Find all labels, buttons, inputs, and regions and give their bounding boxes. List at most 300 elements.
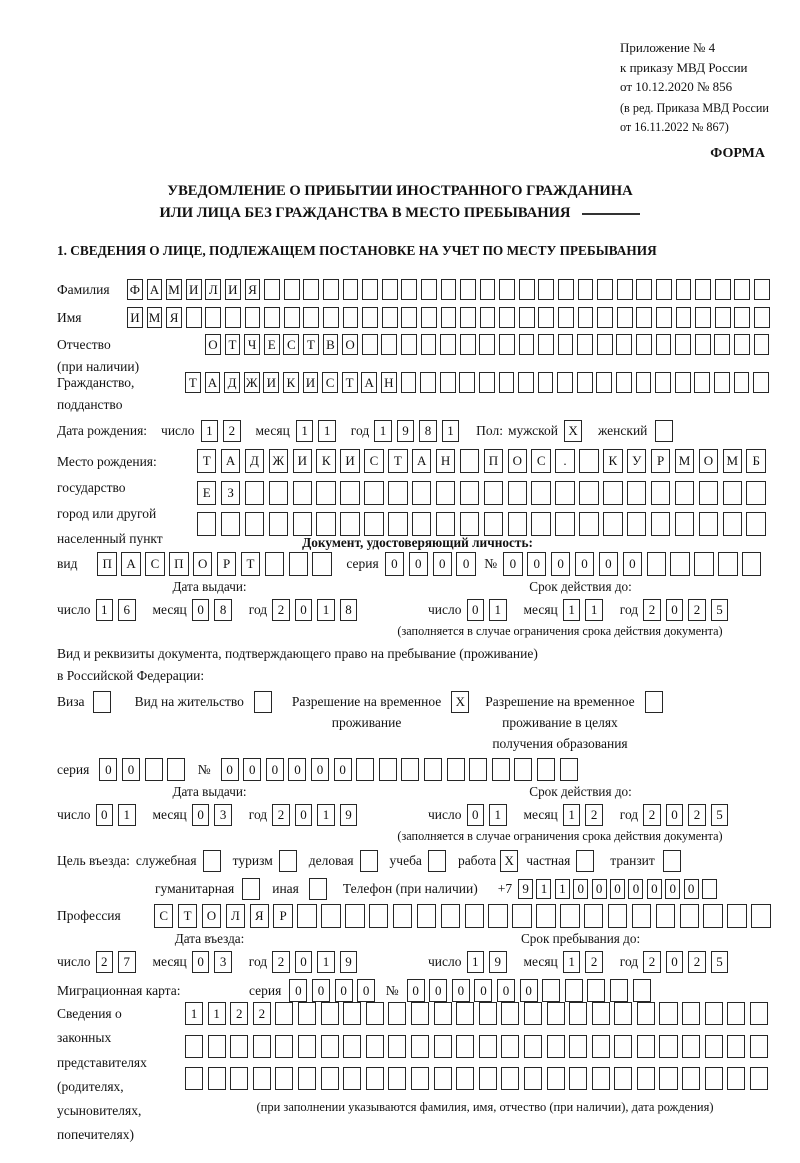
form-cell[interactable]: 0: [666, 804, 684, 826]
form-cell[interactable]: 0: [266, 758, 284, 781]
surname-cells[interactable]: [127, 279, 774, 300]
form-cell[interactable]: О: [193, 552, 212, 576]
purpose-other-checkbox[interactable]: [309, 878, 327, 900]
form-cell[interactable]: [512, 904, 531, 928]
form-cell[interactable]: [253, 1035, 271, 1058]
form-cell[interactable]: [750, 1002, 768, 1025]
form-cell[interactable]: [356, 758, 374, 781]
form-cell[interactable]: [577, 372, 593, 393]
form-cell[interactable]: [547, 1067, 565, 1090]
form-cell[interactable]: [303, 279, 319, 300]
form-cell[interactable]: 0: [334, 758, 352, 781]
form-cell[interactable]: [488, 904, 507, 928]
form-cell[interactable]: А: [147, 279, 163, 300]
form-cell[interactable]: 2: [688, 804, 706, 826]
form-cell[interactable]: М: [147, 307, 163, 328]
form-cell[interactable]: [694, 552, 713, 576]
form-cell[interactable]: [718, 552, 737, 576]
form-cell[interactable]: [597, 279, 613, 300]
form-cell[interactable]: 0: [357, 979, 375, 1002]
form-cell[interactable]: [723, 481, 742, 505]
form-cell[interactable]: 5: [711, 599, 729, 621]
form-cell[interactable]: Р: [273, 904, 292, 928]
form-cell[interactable]: [362, 279, 378, 300]
form-cell[interactable]: [508, 512, 527, 536]
form-cell[interactable]: С: [364, 449, 383, 473]
form-cell[interactable]: [659, 1035, 677, 1058]
form-cell[interactable]: [524, 1002, 542, 1025]
form-cell[interactable]: [456, 1035, 474, 1058]
form-cell[interactable]: [547, 1035, 565, 1058]
form-cell[interactable]: [675, 334, 691, 355]
form-cell[interactable]: [293, 512, 312, 536]
form-cell[interactable]: 0: [335, 979, 353, 1002]
form-cell[interactable]: [519, 307, 535, 328]
form-cell[interactable]: [699, 481, 718, 505]
form-cell[interactable]: [345, 904, 364, 928]
stay-expiry-year-cells[interactable]: [643, 804, 733, 826]
form-cell[interactable]: 0: [192, 951, 210, 973]
form-cell[interactable]: Е: [197, 481, 216, 505]
form-cell[interactable]: [614, 1002, 632, 1025]
form-cell[interactable]: 5: [711, 804, 729, 826]
form-cell[interactable]: 8: [214, 599, 232, 621]
form-cell[interactable]: 0: [289, 979, 307, 1002]
form-cell[interactable]: [663, 850, 681, 872]
form-cell[interactable]: 1: [442, 420, 460, 442]
form-cell[interactable]: [360, 850, 378, 872]
form-cell[interactable]: [714, 334, 730, 355]
form-cell[interactable]: 1: [585, 599, 603, 621]
form-cell[interactable]: [401, 334, 417, 355]
form-cell[interactable]: [558, 307, 574, 328]
form-cell[interactable]: [479, 372, 495, 393]
form-cell[interactable]: Н: [436, 449, 455, 473]
form-cell[interactable]: [592, 1035, 610, 1058]
form-cell[interactable]: [208, 1035, 226, 1058]
representatives-cells-row3[interactable]: [185, 1067, 772, 1090]
form-cell[interactable]: [694, 372, 710, 393]
form-cell[interactable]: 0: [295, 804, 313, 826]
form-cell[interactable]: [245, 481, 264, 505]
form-cell[interactable]: [424, 758, 442, 781]
form-cell[interactable]: К: [283, 372, 299, 393]
form-cell[interactable]: [312, 552, 331, 576]
form-cell[interactable]: [705, 1002, 723, 1025]
form-cell[interactable]: [401, 372, 417, 393]
form-cell[interactable]: [569, 1002, 587, 1025]
form-cell[interactable]: [538, 372, 554, 393]
form-cell[interactable]: [750, 1035, 768, 1058]
form-cell[interactable]: 1: [467, 951, 485, 973]
form-cell[interactable]: Т: [178, 904, 197, 928]
form-cell[interactable]: [253, 1067, 271, 1090]
profession-cells[interactable]: [154, 904, 775, 928]
form-cell[interactable]: [734, 372, 750, 393]
form-cell[interactable]: 0: [456, 552, 475, 576]
form-cell[interactable]: [393, 904, 412, 928]
form-cell[interactable]: [636, 307, 652, 328]
form-cell[interactable]: [603, 481, 622, 505]
form-cell[interactable]: [381, 334, 397, 355]
form-cell[interactable]: [480, 307, 496, 328]
form-cell[interactable]: [434, 1067, 452, 1090]
form-cell[interactable]: [547, 1002, 565, 1025]
form-cell[interactable]: [524, 1067, 542, 1090]
form-cell[interactable]: А: [121, 552, 140, 576]
form-cell[interactable]: 0: [665, 879, 680, 899]
form-cell[interactable]: [316, 512, 335, 536]
form-cell[interactable]: [508, 481, 527, 505]
form-cell[interactable]: [651, 481, 670, 505]
stay-number-cells[interactable]: [221, 758, 583, 781]
form-cell[interactable]: [417, 904, 436, 928]
form-cell[interactable]: [627, 481, 646, 505]
form-cell[interactable]: [321, 904, 340, 928]
form-cell[interactable]: 0: [551, 552, 570, 576]
form-cell[interactable]: [343, 1067, 361, 1090]
form-cell[interactable]: [558, 279, 574, 300]
form-cell[interactable]: 1: [201, 420, 219, 442]
form-cell[interactable]: 0: [599, 552, 618, 576]
form-cell[interactable]: [579, 481, 598, 505]
form-cell[interactable]: 1: [118, 804, 136, 826]
form-cell[interactable]: [616, 372, 632, 393]
form-cell[interactable]: [538, 279, 554, 300]
form-cell[interactable]: [245, 307, 261, 328]
stay-issue-day-cells[interactable]: [96, 804, 141, 826]
form-cell[interactable]: [459, 372, 475, 393]
form-cell[interactable]: [297, 904, 316, 928]
expiry-year-cells[interactable]: [643, 599, 733, 621]
form-cell[interactable]: Ж: [244, 372, 260, 393]
form-cell[interactable]: [499, 372, 515, 393]
form-cell[interactable]: [592, 1067, 610, 1090]
form-cell[interactable]: Р: [217, 552, 236, 576]
form-cell[interactable]: [456, 1067, 474, 1090]
form-cell[interactable]: 0: [623, 552, 642, 576]
sex-female-checkbox[interactable]: [655, 420, 673, 442]
form-cell[interactable]: [655, 420, 673, 442]
form-cell[interactable]: [441, 307, 457, 328]
issue-day-cells[interactable]: [96, 599, 141, 621]
form-cell[interactable]: [636, 334, 652, 355]
form-cell[interactable]: [746, 481, 765, 505]
form-cell[interactable]: [501, 1067, 519, 1090]
form-cell[interactable]: И: [225, 279, 241, 300]
form-cell[interactable]: [675, 372, 691, 393]
form-cell[interactable]: [316, 481, 335, 505]
form-cell[interactable]: А: [205, 372, 221, 393]
form-cell[interactable]: [519, 279, 535, 300]
form-cell[interactable]: 1: [317, 599, 335, 621]
form-cell[interactable]: П: [97, 552, 116, 576]
form-cell[interactable]: Т: [197, 449, 216, 473]
form-cell[interactable]: [699, 512, 718, 536]
form-cell[interactable]: [93, 691, 111, 713]
form-cell[interactable]: 1: [536, 879, 551, 899]
purpose-humanitarian-checkbox[interactable]: [242, 878, 260, 900]
form-cell[interactable]: Т: [388, 449, 407, 473]
form-cell[interactable]: [421, 334, 437, 355]
form-cell[interactable]: [484, 512, 503, 536]
form-cell[interactable]: [603, 512, 622, 536]
birth-place-cells-row3[interactable]: [197, 512, 770, 536]
form-cell[interactable]: [616, 334, 632, 355]
issue-month-cells[interactable]: [192, 599, 237, 621]
form-cell[interactable]: [343, 307, 359, 328]
form-cell[interactable]: [460, 512, 479, 536]
form-cell[interactable]: 0: [575, 552, 594, 576]
form-cell[interactable]: [531, 481, 550, 505]
form-cell[interactable]: Д: [245, 449, 264, 473]
form-cell[interactable]: 2: [688, 951, 706, 973]
form-cell[interactable]: [727, 1035, 745, 1058]
form-cell[interactable]: [565, 979, 583, 1002]
form-cell[interactable]: [185, 1067, 203, 1090]
form-cell[interactable]: [284, 279, 300, 300]
stay-until-year-cells[interactable]: [643, 951, 733, 973]
form-cell[interactable]: [242, 878, 260, 900]
form-cell[interactable]: 0: [474, 979, 492, 1002]
form-cell[interactable]: [656, 279, 672, 300]
form-cell[interactable]: [208, 1067, 226, 1090]
form-cell[interactable]: [727, 1002, 745, 1025]
stay-issue-year-cells[interactable]: [272, 804, 362, 826]
form-cell[interactable]: [460, 449, 479, 473]
form-cell[interactable]: [560, 904, 579, 928]
entry-day-cells[interactable]: [96, 951, 141, 973]
form-cell[interactable]: [309, 878, 327, 900]
form-cell[interactable]: Т: [342, 372, 358, 393]
form-cell[interactable]: [659, 1067, 677, 1090]
form-cell[interactable]: 2: [643, 599, 661, 621]
form-cell[interactable]: [401, 758, 419, 781]
form-cell[interactable]: [303, 307, 319, 328]
form-cell[interactable]: [682, 1035, 700, 1058]
form-cell[interactable]: [584, 904, 603, 928]
form-cell[interactable]: Я: [166, 307, 182, 328]
form-cell[interactable]: 1: [296, 420, 314, 442]
form-cell[interactable]: [388, 1067, 406, 1090]
form-cell[interactable]: [514, 758, 532, 781]
form-cell[interactable]: [742, 552, 761, 576]
form-cell[interactable]: [460, 481, 479, 505]
form-cell[interactable]: Л: [226, 904, 245, 928]
form-cell[interactable]: У: [627, 449, 646, 473]
form-cell[interactable]: [203, 850, 221, 872]
form-cell[interactable]: 0: [429, 979, 447, 1002]
form-cell[interactable]: [264, 279, 280, 300]
form-cell[interactable]: [186, 307, 202, 328]
form-cell[interactable]: Ф: [127, 279, 143, 300]
form-cell[interactable]: [705, 1035, 723, 1058]
stay-series-cells[interactable]: [99, 758, 189, 781]
form-cell[interactable]: [364, 512, 383, 536]
purpose-private-checkbox[interactable]: [576, 850, 594, 872]
expiry-day-cells[interactable]: [467, 599, 512, 621]
form-cell[interactable]: С: [145, 552, 164, 576]
form-cell[interactable]: [637, 1002, 655, 1025]
form-cell[interactable]: [293, 481, 312, 505]
form-cell[interactable]: [636, 279, 652, 300]
representatives-cells-row2[interactable]: [185, 1035, 772, 1058]
form-cell[interactable]: [412, 481, 431, 505]
form-cell[interactable]: [734, 279, 750, 300]
form-cell[interactable]: [411, 1035, 429, 1058]
form-cell[interactable]: [723, 512, 742, 536]
sex-male-checkbox[interactable]: [564, 420, 582, 442]
form-cell[interactable]: Я: [250, 904, 269, 928]
form-cell[interactable]: 0: [573, 879, 588, 899]
form-cell[interactable]: [265, 552, 284, 576]
migration-number-cells[interactable]: [407, 979, 656, 1002]
form-cell[interactable]: [519, 334, 535, 355]
form-cell[interactable]: [382, 279, 398, 300]
form-cell[interactable]: 8: [340, 599, 358, 621]
form-cell[interactable]: [617, 279, 633, 300]
form-cell[interactable]: И: [340, 449, 359, 473]
form-cell[interactable]: [428, 850, 446, 872]
birth-place-cells-row2[interactable]: [197, 481, 770, 505]
form-cell[interactable]: [492, 758, 510, 781]
form-cell[interactable]: [754, 334, 770, 355]
form-cell[interactable]: 2: [643, 804, 661, 826]
form-cell[interactable]: Н: [381, 372, 397, 393]
form-cell[interactable]: 0: [99, 758, 117, 781]
form-cell[interactable]: 0: [311, 758, 329, 781]
form-cell[interactable]: [499, 307, 515, 328]
form-cell[interactable]: [675, 512, 694, 536]
form-cell[interactable]: [321, 1002, 339, 1025]
form-cell[interactable]: О: [508, 449, 527, 473]
given-name-cells[interactable]: [127, 307, 774, 328]
form-cell[interactable]: [633, 979, 651, 1002]
patronymic-cells[interactable]: [205, 334, 773, 355]
form-cell[interactable]: 0: [610, 879, 625, 899]
form-cell[interactable]: А: [361, 372, 377, 393]
form-cell[interactable]: [537, 758, 555, 781]
form-cell[interactable]: [536, 904, 555, 928]
form-cell[interactable]: [499, 334, 515, 355]
form-cell[interactable]: А: [221, 449, 240, 473]
form-cell[interactable]: [284, 307, 300, 328]
purpose-business-checkbox[interactable]: [360, 850, 378, 872]
form-cell[interactable]: 1: [563, 951, 581, 973]
form-cell[interactable]: [366, 1067, 384, 1090]
representatives-cells-row1[interactable]: [185, 1002, 772, 1025]
form-cell[interactable]: 0: [409, 552, 428, 576]
form-cell[interactable]: К: [316, 449, 335, 473]
form-cell[interactable]: [343, 1035, 361, 1058]
form-cell[interactable]: [750, 1067, 768, 1090]
form-cell[interactable]: [655, 372, 671, 393]
form-cell[interactable]: 2: [96, 951, 114, 973]
form-cell[interactable]: [714, 372, 730, 393]
form-cell[interactable]: [703, 904, 722, 928]
form-cell[interactable]: 3: [214, 951, 232, 973]
form-cell[interactable]: [578, 279, 594, 300]
form-cell[interactable]: И: [186, 279, 202, 300]
form-cell[interactable]: [727, 1067, 745, 1090]
form-cell[interactable]: О: [699, 449, 718, 473]
form-cell[interactable]: [412, 512, 431, 536]
form-cell[interactable]: 2: [585, 804, 603, 826]
form-cell[interactable]: И: [263, 372, 279, 393]
form-cell[interactable]: [436, 481, 455, 505]
form-cell[interactable]: 2: [253, 1002, 271, 1025]
form-cell[interactable]: 0: [407, 979, 425, 1002]
form-cell[interactable]: [401, 279, 417, 300]
migration-series-cells[interactable]: [289, 979, 379, 1002]
entry-month-cells[interactable]: [192, 951, 237, 973]
form-cell[interactable]: [592, 1002, 610, 1025]
form-cell[interactable]: [379, 758, 397, 781]
form-cell[interactable]: Я: [245, 279, 261, 300]
form-cell[interactable]: Е: [264, 334, 280, 355]
form-cell[interactable]: [746, 512, 765, 536]
form-cell[interactable]: 0: [684, 879, 699, 899]
form-cell[interactable]: И: [293, 449, 312, 473]
purpose-transit-checkbox[interactable]: [663, 850, 681, 872]
phone-cells[interactable]: [518, 879, 720, 899]
form-cell[interactable]: Ч: [244, 334, 260, 355]
form-cell[interactable]: [167, 758, 185, 781]
form-cell[interactable]: Д: [224, 372, 240, 393]
residence-permit-checkbox[interactable]: [254, 691, 272, 713]
form-cell[interactable]: [578, 307, 594, 328]
form-cell[interactable]: [185, 1035, 203, 1058]
form-cell[interactable]: [441, 279, 457, 300]
form-cell[interactable]: [542, 979, 560, 1002]
form-cell[interactable]: [401, 307, 417, 328]
form-cell[interactable]: [645, 691, 663, 713]
form-cell[interactable]: [388, 1035, 406, 1058]
stay-expiry-day-cells[interactable]: [467, 804, 512, 826]
form-cell[interactable]: 1: [563, 599, 581, 621]
form-cell[interactable]: [727, 904, 746, 928]
form-cell[interactable]: [447, 758, 465, 781]
form-cell[interactable]: [230, 1067, 248, 1090]
form-cell[interactable]: [275, 1067, 293, 1090]
form-cell[interactable]: [518, 372, 534, 393]
form-cell[interactable]: [555, 481, 574, 505]
form-cell[interactable]: [734, 334, 750, 355]
form-cell[interactable]: 2: [230, 1002, 248, 1025]
form-cell[interactable]: 2: [688, 599, 706, 621]
form-cell[interactable]: 1: [318, 420, 336, 442]
form-cell[interactable]: 0: [96, 804, 114, 826]
form-cell[interactable]: [460, 307, 476, 328]
form-cell[interactable]: С: [531, 449, 550, 473]
form-cell[interactable]: 6: [118, 599, 136, 621]
form-cell[interactable]: М: [675, 449, 694, 473]
form-cell[interactable]: [369, 904, 388, 928]
form-cell[interactable]: Т: [185, 372, 201, 393]
form-cell[interactable]: [362, 334, 378, 355]
form-cell[interactable]: [434, 1035, 452, 1058]
form-cell[interactable]: 9: [340, 804, 358, 826]
form-cell[interactable]: [501, 1035, 519, 1058]
form-cell[interactable]: [388, 481, 407, 505]
form-cell[interactable]: 0: [467, 804, 485, 826]
form-cell[interactable]: [587, 979, 605, 1002]
stay-until-day-cells[interactable]: [467, 951, 512, 973]
birth-place-cells-row1[interactable]: [197, 449, 770, 473]
form-cell[interactable]: Л: [205, 279, 221, 300]
form-cell[interactable]: [558, 334, 574, 355]
form-cell[interactable]: [637, 1035, 655, 1058]
